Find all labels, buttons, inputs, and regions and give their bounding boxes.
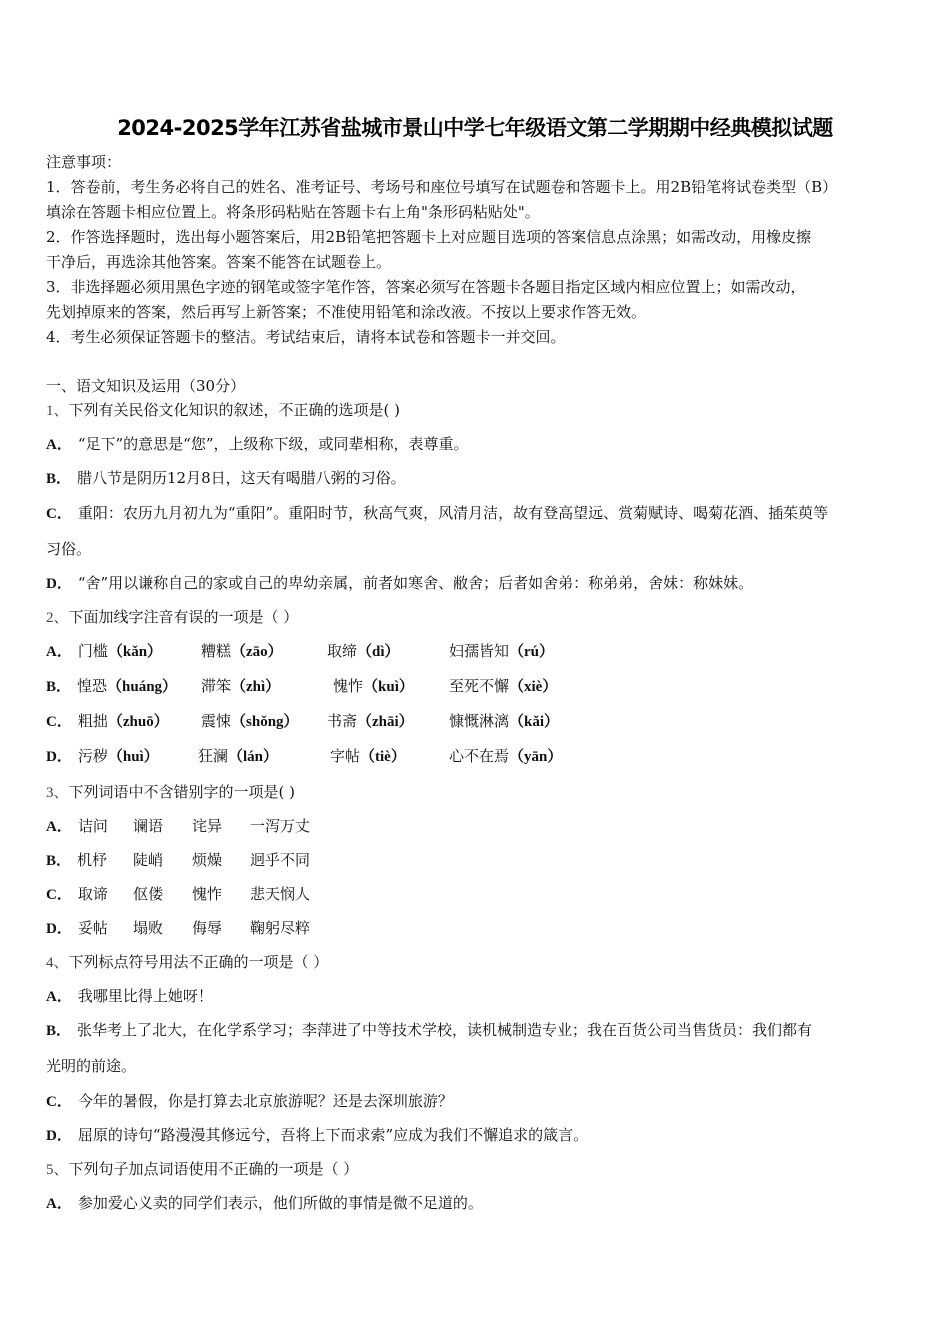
word: 粗拙 (77, 712, 108, 730)
word: 污秽 (77, 747, 108, 765)
q4-option-c (46, 1091, 453, 1112)
question-number: 1、 (46, 403, 69, 419)
option-text: 今年的暑假，你是打算去北京旅游呢？还是去深圳旅游？ (77, 1092, 453, 1110)
question-text: 下列标点符号用法不正确的一项是（ ） (68, 953, 329, 971)
section-heading: 一、语文知识及运用（30分） (46, 377, 246, 395)
word: 伛偻 (133, 885, 164, 903)
question-text: 下列有关民俗文化知识的叙述，不正确的选项是( ) (68, 401, 400, 419)
question-text: 下列句子加点词语使用不正确的一项是（ ） (68, 1160, 359, 1178)
option-text: 腊八节是阴历12月8日，这天有喝腊八粥的习俗。 (77, 469, 406, 487)
option-letter: A． (46, 989, 72, 1005)
word: 侮辱 (192, 919, 223, 937)
option-letter: A． (46, 644, 72, 660)
q1-option-a (46, 434, 469, 455)
word: 心不在焉 (449, 747, 510, 765)
option-letter: A． (46, 1196, 72, 1212)
q1-option-c-continued: 习俗。 (46, 540, 92, 558)
q4-option-b (46, 1020, 812, 1041)
notice-line: 先划掉原来的答案，然后再写上新答案；不准使用铅笔和涂改液。不按以上要求作答无效。 (46, 303, 647, 321)
word: 诧异 (192, 817, 223, 835)
option-letter: A． (46, 437, 72, 453)
notice-line: 1．答卷前，考生务必将自己的姓名、准考证号、考场号和座位号填写在试题卷和答题卡上。用2B铅笔将试卷类型（B） (46, 178, 838, 196)
word: 愧怍 (333, 677, 364, 695)
word: 至死不懈 (449, 677, 510, 695)
word: 迥乎不同 (250, 851, 311, 869)
option-letter: C． (46, 1094, 72, 1110)
notice-heading: 注意事项： (46, 153, 122, 171)
pinyin: （tiè） (360, 749, 406, 765)
word: 震悚 (201, 712, 232, 730)
question-2-stem (46, 607, 298, 628)
option-letter: B． (46, 679, 72, 695)
word: 塌败 (133, 919, 164, 937)
option-letter: C． (46, 714, 72, 730)
pinyin: （zāo） (231, 644, 283, 660)
option-letter: B． (46, 853, 72, 869)
question-number: 4、 (46, 955, 69, 971)
word: 书斋 (327, 712, 358, 730)
option-letter: D． (46, 749, 72, 765)
q4-option-b-continued: 光明的前途。 (46, 1057, 137, 1075)
word: 糟糕 (201, 642, 232, 660)
pinyin: （zhāi） (357, 714, 414, 730)
pinyin: （shǒng） (231, 714, 299, 730)
option-letter: B． (46, 1023, 72, 1039)
q1-option-c (46, 503, 828, 524)
word: 惶恐 (77, 677, 108, 695)
pinyin: （rú） (509, 644, 555, 660)
option-letter: D． (46, 1128, 72, 1144)
word: 鞠躬尽粹 (250, 919, 311, 937)
word: 谰语 (133, 817, 164, 835)
question-text: 下面加线字注音有误的一项是（ ） (68, 608, 299, 626)
pinyin: （kǎi） (509, 714, 560, 730)
word: 门槛 (77, 642, 108, 660)
pinyin: （xiè） (509, 679, 558, 695)
word: 悲天悯人 (250, 885, 311, 903)
question-number: 3、 (46, 785, 69, 801)
question-number: 5、 (46, 1162, 69, 1178)
option-letter: D． (46, 576, 72, 592)
option-letter: B． (46, 471, 72, 487)
option-text: 张华考上了北大，在化学系学习；李萍进了中等技术学校，读机械制造专业；我在百货公司当售货员：我们都有 (77, 1021, 813, 1039)
word: 陡峭 (133, 851, 164, 869)
pinyin: （huáng） (107, 679, 178, 695)
question-4-stem (46, 952, 328, 973)
word: 机杼 (77, 851, 108, 869)
notice-line: 2．作答选择题时，选出每小题答案后，用2B铅笔把答题卡上对应题目选项的答案信息点涂黑；如需改动，用橡皮擦 (46, 228, 812, 246)
q1-option-b (46, 468, 406, 489)
question-text: 下列词语中不含错别字的一项是( ) (68, 783, 295, 801)
pinyin: （huì） (107, 749, 159, 765)
word: 字帖 (330, 747, 361, 765)
word: 狂澜 (198, 747, 229, 765)
option-letter: D． (46, 921, 72, 937)
notice-line: 填涂在答题卡相应位置上。将条形码粘贴在答题卡右上角"条形码粘贴处"。 (46, 203, 540, 221)
question-number: 2、 (46, 610, 69, 626)
word: 诘问 (77, 817, 108, 835)
q1-option-d (46, 573, 753, 594)
pinyin: （kǎn） (107, 644, 163, 660)
option-letter: C． (46, 506, 72, 522)
pinyin: （lán） (228, 749, 279, 765)
word: 取缔 (327, 642, 358, 660)
document-title: 2024-2025学年江苏省盐城市景山中学七年级语文第二学期期中经典模拟试题 (117, 116, 833, 140)
option-text: 我哪里比得上她呀！ (77, 987, 213, 1005)
word: 烦燥 (192, 851, 223, 869)
notice-line: 4．考生必须保证答题卡的整洁。考试结束后，请将本试卷和答题卡一并交回。 (46, 328, 566, 346)
option-text: “舍”用以谦称自己的家或自己的卑幼亲属，前者如寒舍、敝舍；后者如舍弟：称弟弟，舍妹：称妹妹。 (77, 574, 754, 592)
question-1-stem (46, 400, 400, 421)
question-5-stem (46, 1159, 358, 1180)
option-text: 参加爱心义卖的同学们表示，他们所做的事情是微不足道的。 (77, 1194, 483, 1212)
option-letter: A． (46, 819, 72, 835)
question-3-stem (46, 782, 295, 803)
word: 愧怍 (192, 885, 223, 903)
pinyin: （kuì） (363, 679, 414, 695)
pinyin: （yān） (509, 749, 563, 765)
word: 妥帖 (77, 919, 108, 937)
notice-line: 3．非选择题必须用黑色字迹的钢笔或签字笔作答，答案必须写在答题卡各题目指定区域内相应位置上；如需改动， (46, 278, 806, 296)
word: 一泻万丈 (250, 817, 311, 835)
q5-option-a (46, 1193, 483, 1214)
word: 妇孺皆知 (449, 642, 510, 660)
pinyin: （zhuō） (107, 714, 169, 730)
word: 滞笨 (201, 677, 232, 695)
option-text: 重阳：农历九月初九为“重阳”。重阳时节，秋高气爽，风清月洁，故有登高望远、赏菊赋诗、喝菊花酒、插茱萸等 (77, 504, 829, 522)
q4-option-a (46, 986, 213, 1007)
option-letter: C． (46, 887, 72, 903)
pinyin: （zhì） (231, 679, 281, 695)
word: 取谛 (77, 885, 108, 903)
q4-option-d (46, 1125, 588, 1146)
option-text: 屈原的诗句“路漫漫其修远兮，吾将上下而求索”应成为我们不懈追求的箴言。 (77, 1126, 589, 1144)
pinyin: （dì） (357, 644, 400, 660)
word: 慷慨淋漓 (449, 712, 510, 730)
notice-line: 干净后，再选涂其他答案。答案不能答在试题卷上。 (46, 253, 392, 271)
option-text: “足下”的意思是“您”，上级称下级，或同辈相称，表尊重。 (77, 435, 469, 453)
